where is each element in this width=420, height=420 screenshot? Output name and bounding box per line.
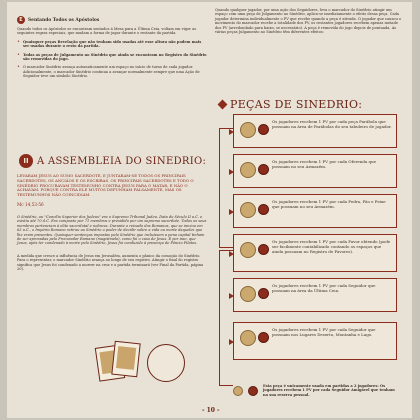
scripture-quote: LEVARAM JESUS AO SUMO SACERDOTE, E JUNTARAM-SE TODOS OS PRINCIPAIS SACERDOTES, OS ANCIÃOS E OS ESCRIBAS. OS PRINCIPAIS SACERDOTES E TODO O SINÉDRIO PROCURAVAM TESTEMUNHO CONTRA JESUS PARA O MATAR, E NÃO O ACHAVAM. PORQUE CONTRA ELE MUITOS DEPUNHAM FALSAMENTE, MAS OS TESTEMUNHOS NÃO COINCIDIAM. [17, 173, 194, 198]
scripture-reference: Mc 14,53-56 [17, 201, 44, 207]
assembly-title: A ASSEMBLEIA DO SINEDRIO: [37, 155, 207, 167]
sanhedrin-emblem-icon [240, 330, 256, 346]
tile-token-icon [258, 288, 269, 299]
arrow-icon [229, 293, 234, 299]
chapter-badge: II [19, 154, 33, 168]
tile-box: Os jogadores recebem 1 PV por cada Oferenda que possuam no seu Armazém. [233, 154, 397, 188]
tile-token-icon [258, 164, 269, 175]
tile-token-icon [258, 204, 269, 215]
tile-box: Os jogadores recebem 1 PV por cada Pedra, Pão e Peixe que possuam no seu Armazém. [233, 194, 397, 228]
bullet-1: • Quaisquer peças Revelação que não tenham sido usadas até esse altura não podem mais ser usadas durante o resto da partida. [17, 38, 202, 49]
arrow-icon [229, 129, 234, 135]
section-badge: E [17, 16, 25, 24]
crown-of-thorns-image [147, 344, 185, 382]
sanhedrin-emblem-icon [240, 202, 256, 218]
right-column [215, 8, 405, 34]
tile-token-icon [248, 386, 258, 396]
bracket-line [219, 128, 233, 248]
tile-box: Os jogadores recebem 1 PV por cada Seguidor que possuam nos Lugares Deserto, Montanha e Lago. [233, 322, 397, 360]
sanhedrin-history: O Sinédrio, ou "Concílio Superior dos Judeus" era o Supremo Tribunal Judeu. Data do Século II a.C. e existiu até 70 d.C. Era composto por 71 membros e presidido por um supremo sacerdote. Todos os seus membros pertenciam à elite sacerdotal e nobreza. Durante o reinado dos Romanos, que se iniciou em 63 a.C., o Império Romano retirou ao Sinédrio o poder de decidir sobre a vida ou morte daqueles que lhe eram presentes. Quaisquer sentenças impostas pelo Sinédrio que incluíssem a pena capital tinham de ser aprovadas pelo Procurador Romano (magistrado), como foi o caso de Jesus. E por isso, que Jesus, após ter condenado à morte pelo Sinédrio, Jesus foi conduzido à presença de Pôncio Pilatos. [17, 214, 207, 246]
bullet-3: • O marcador Sinédrio avança automaticamente um espaço no início de turno de cada jogador. Adicionalmente, o marcador Sinédrio continua a avançar normalmente sempre que uma Ação de Seguidor teve um símbolo Sinédrio. [17, 64, 200, 79]
arrow-icon [229, 209, 234, 215]
diamond-icon [218, 100, 228, 110]
tile-token-icon [258, 244, 269, 255]
tile-box: Os jogadores recebem 1 PV por cada Favor obtendo (pode ser facilmente contabilizado contando os espaços que ainda possuam no Registro de Favores). [233, 234, 397, 272]
sanhedrin-emblem-icon [233, 386, 243, 396]
julgamento-tiles [97, 338, 143, 384]
sanhedrin-emblem-icon [240, 122, 256, 138]
sanhedrin-emblem-icon [240, 242, 256, 258]
tile-card [111, 341, 140, 378]
page-number: - 10 - [202, 407, 220, 414]
rulebook-page [7, 2, 412, 418]
assembly-outro: A medida que cresce a influência de Jesus em Jerusalém, aumenta o pânico da comoção do Sinédrio. Para o representar, o marcador Sinédrio avança ao longo de seu registro. Atingir o final do registro significa que Jesus foi condenado a morrer na cruz e a partida terminará (ver Final da Partida, página 20). [17, 253, 204, 272]
tile-token-icon [258, 332, 269, 343]
left-column-lower [17, 174, 207, 271]
tile-box: Os jogadores recebem 1 PV por cada peça Parábola que possuam na área de Parábolas do seu tabuleiro de jogador. [233, 114, 397, 148]
right-intro: Quando qualquer jogador, por uma ação dos Seguidores, leva o marcador do Sinédrio atingir um espaço com uma peça de Julgamento no Sinédrio, aplica-se imediatamente o efeito dessa peça. Cada jogador determina individualmente o PV que recebe quando a peça é ativada. O jogador que causou o movimento do marcador recebe a totalidade dos PV, os restantes jogadores recebem apenas metade dos PV (arredondado para baixo, se necessário). A peça é removida do jogo depois de pontuada. As várias peças Julgamento no Sinédrio têm diferentes efeitos: [215, 8, 402, 35]
sanhedrin-emblem-icon [240, 162, 256, 178]
tiles-title: PEÇAS DE SINEDRIO: [230, 98, 363, 111]
section-intro: Quando todos os Apóstolos se encontram sentados à Mesa para a Última Ceia, voltam em vigor as seguintes regras especiais, que mudam a forma de jogar durante o restante da partida. [17, 27, 197, 36]
tiles-heading [219, 98, 362, 111]
section-title: Sentando Todos os Apóstolos [28, 17, 100, 23]
arrow-icon [229, 251, 234, 257]
arrow-icon [229, 339, 234, 345]
tile-box: Os jogadores recebem 1 PV por cada Seguidor que possuam na área da Última Ceia. [233, 278, 397, 312]
section-heading [17, 16, 207, 24]
left-column [17, 2, 207, 79]
bracket-line [219, 250, 233, 386]
two-player-tile: Esta peça é unicamente usada em partidas a 2 jogadores: Os jogadores recebem 1 PV por cada Seguidor Amigável que tenham na sua reserva pessoal. [233, 384, 397, 397]
assembly-heading [19, 154, 206, 168]
arrow-icon [229, 169, 234, 175]
tile-token-icon [258, 124, 269, 135]
sanhedrin-emblem-icon [240, 286, 256, 302]
bullet-2: • Todas as peças de Julgamento no Sinédrio que ainda se encontram no Registro do Sinédrio são removidas do jogo. [17, 51, 207, 62]
